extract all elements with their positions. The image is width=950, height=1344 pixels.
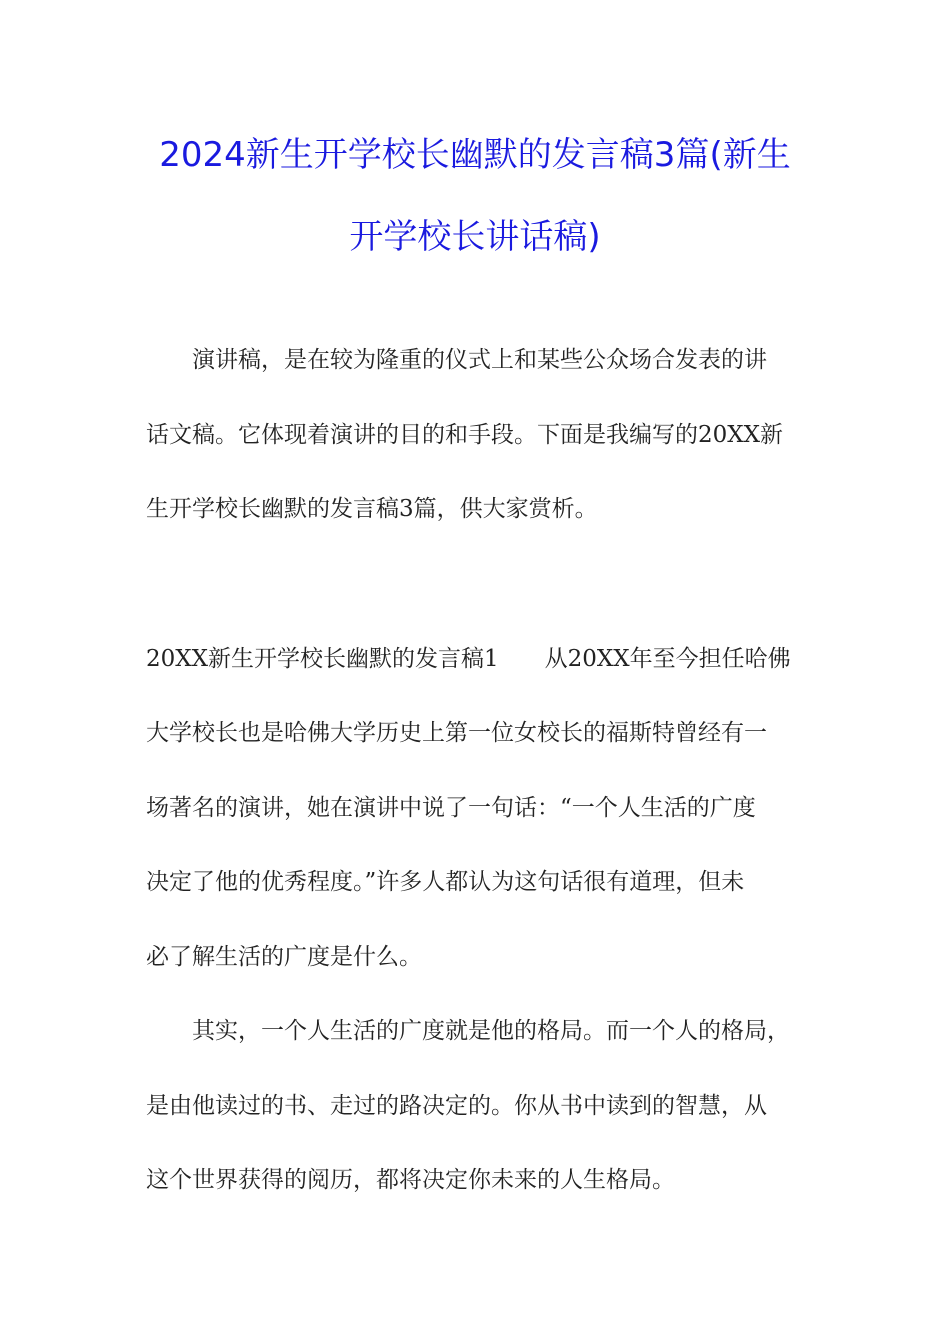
intro-paragraph-line: 话文稿。它体现着演讲的目的和手段。下面是我编写的20XX新 — [146, 422, 784, 448]
speech-paragraph-line: 大学校长也是哈佛大学历史上第一位女校长的福斯特曾经有一 — [146, 720, 767, 746]
document-title-line-1: 2024新生开学校长幽默的发言稿3篇(新生 — [159, 135, 791, 175]
intro-paragraph-line: 演讲稿，是在较为隆重的仪式上和某些公众场合发表的讲 — [146, 347, 767, 373]
speech-paragraph-line: 必了解生活的广度是什么。 — [146, 944, 422, 970]
intro-paragraph-line: 生开学校长幽默的发言稿3篇，供大家赏析。 — [146, 496, 598, 522]
speech-paragraph-line: 决定了他的优秀程度。”许多人都认为这句话很有道理，但未 — [146, 869, 745, 895]
speech-paragraph-line: 20XX新生开学校长幽默的发言稿1 从20XX年至今担任哈佛 — [146, 646, 791, 672]
speech-paragraph-line: 其实，一个人生活的广度就是他的格局。而一个人的格局， — [146, 1018, 790, 1044]
speech-paragraph-line: 这个世界获得的阅历，都将决定你未来的人生格局。 — [146, 1167, 675, 1193]
speech-paragraph-line: 场著名的演讲，她在演讲中说了一句话：“一个人生活的广度 — [146, 795, 756, 821]
document-title-line-2: 开学校长讲话稿) — [349, 217, 601, 257]
speech-paragraph-line: 是由他读过的书、走过的路决定的。你从书中读到的智慧，从 — [146, 1093, 767, 1119]
